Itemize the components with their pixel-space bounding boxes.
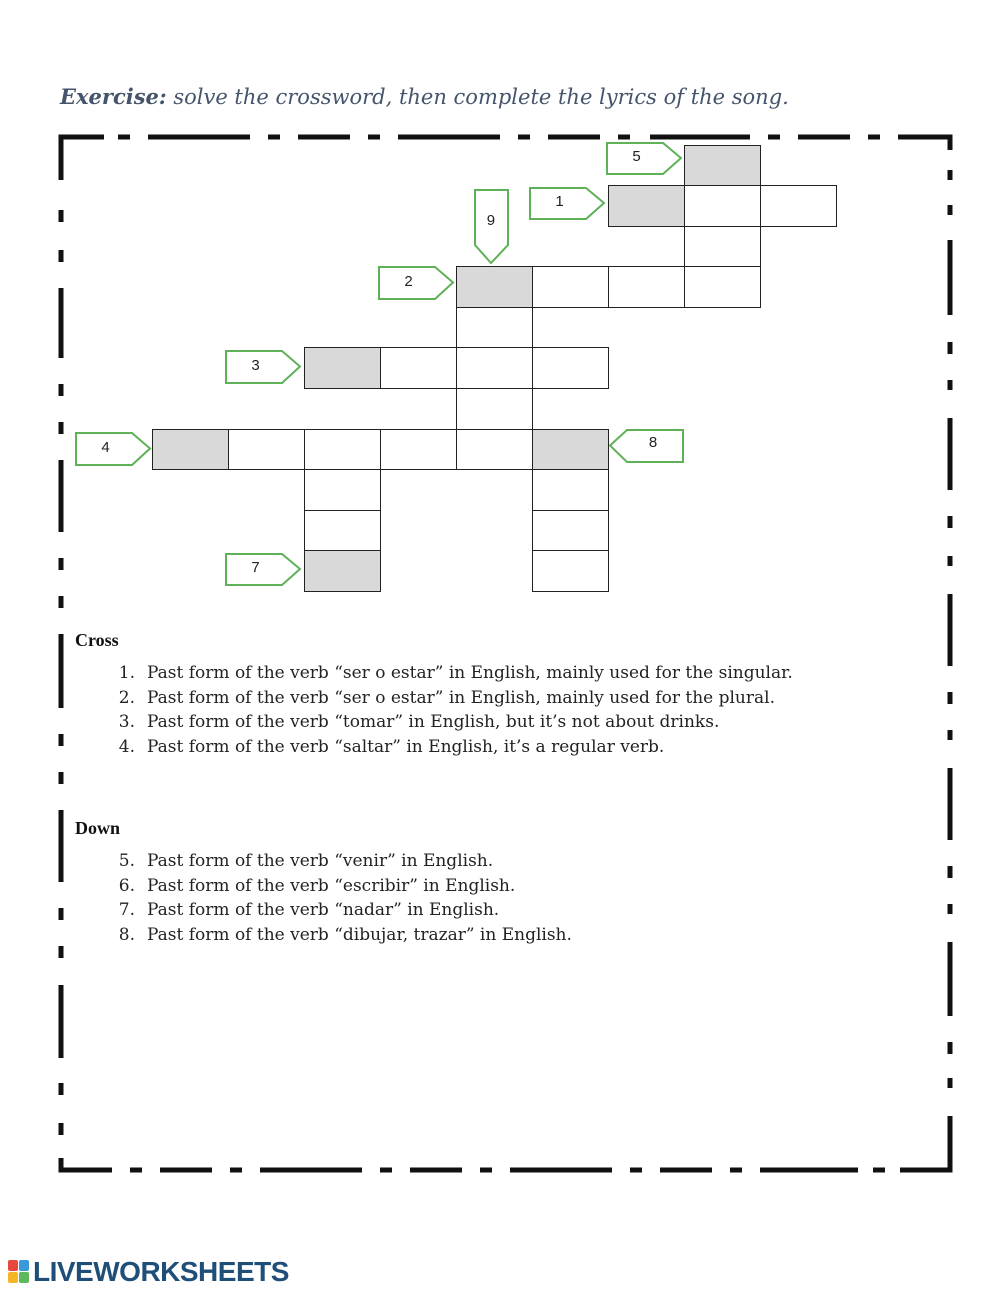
clue-tag-number: 8 <box>648 433 658 451</box>
across-clue-4: 4. Past form of the verb “saltar” in English, it’s a regular verb. <box>118 737 665 758</box>
crossword-cell[interactable] <box>380 429 457 470</box>
crossword-cell[interactable] <box>684 185 761 227</box>
crossword-cell[interactable] <box>532 469 609 511</box>
logo-text: LIVEWORKSHEETS <box>33 1256 289 1287</box>
clue-tag-number: 4 <box>101 438 110 456</box>
clue-tag-5 <box>606 142 681 174</box>
across-heading: Cross <box>75 630 119 650</box>
crossword-cell[interactable] <box>684 266 761 308</box>
clue-tag-4 <box>75 432 150 465</box>
crossword-start-cell[interactable] <box>304 347 381 389</box>
exercise-text: solve the crossword, then complete the lyrics of the song. <box>166 85 789 109</box>
down-heading: Down <box>75 818 121 838</box>
crossword-start-cell[interactable] <box>152 429 229 470</box>
crossword-start-cell[interactable] <box>608 185 685 227</box>
clue-tag-number: 6 <box>486 211 496 228</box>
crossword-start-cell[interactable] <box>684 145 761 186</box>
crossword-cell[interactable] <box>304 429 381 470</box>
exercise-label: Exercise: <box>60 84 167 109</box>
down-clue-6: 6. Past form of the verb “escribir” in English. <box>118 875 516 896</box>
across-clue-1: 1. Past form of the verb “ser o estar” in English, mainly used for the singular. <box>118 663 793 683</box>
crossword-start-cell[interactable] <box>304 550 381 592</box>
clue-tag-number: 1 <box>555 193 564 210</box>
crossword-cell[interactable] <box>456 347 533 389</box>
across-clues-section <box>75 630 793 760</box>
clue-tag-7 <box>225 553 300 585</box>
logo-mark-icon <box>8 1260 30 1284</box>
crossword-cell[interactable] <box>532 510 609 551</box>
crossword-start-cell[interactable] <box>456 266 533 308</box>
crossword-cell[interactable] <box>304 469 381 511</box>
across-clue-2: 2. Past form of the verb “ser o estar” in English, mainly used for the plural. <box>118 687 775 708</box>
crossword-cell[interactable] <box>456 429 533 470</box>
down-clue-7: 7. Past form of the verb “nadar” in English. <box>118 900 500 921</box>
clue-tag-number: 3 <box>251 356 260 374</box>
clue-tag-2 <box>378 266 453 299</box>
down-clues-section <box>75 818 572 948</box>
clue-tag-3 <box>225 350 300 383</box>
clue-tag-6 <box>474 189 508 263</box>
crossword-cell[interactable] <box>532 347 609 389</box>
crossword-cell[interactable] <box>608 266 685 308</box>
liveworksheets-logo <box>8 1257 289 1287</box>
crossword-cell[interactable] <box>380 347 457 389</box>
crossword-cell[interactable] <box>456 388 533 430</box>
crossword-cell[interactable] <box>456 307 533 348</box>
down-clue-8: 8. Past form of the verb “dibujar, trazar” in English. <box>118 925 572 946</box>
crossword-cell[interactable] <box>760 185 837 227</box>
clue-tag-number: 2 <box>404 272 413 290</box>
clue-tag-1 <box>529 187 604 219</box>
clue-tag-number: 7 <box>251 559 260 576</box>
crossword-cell[interactable] <box>532 266 609 308</box>
crossword-cell[interactable] <box>532 550 609 592</box>
crossword-cell[interactable] <box>684 226 761 267</box>
crossword-cell[interactable] <box>228 429 305 470</box>
clue-tag-8 <box>609 429 683 462</box>
crossword-start-cell[interactable] <box>532 429 609 470</box>
clue-tag-number: 5 <box>632 148 641 165</box>
crossword-cell[interactable] <box>304 510 381 551</box>
down-clue-5: 5. Past form of the verb “venir” in English. <box>118 851 494 871</box>
across-clue-3: 3. Past form of the verb “tomar” in English, but it’s not about drinks. <box>118 712 720 733</box>
